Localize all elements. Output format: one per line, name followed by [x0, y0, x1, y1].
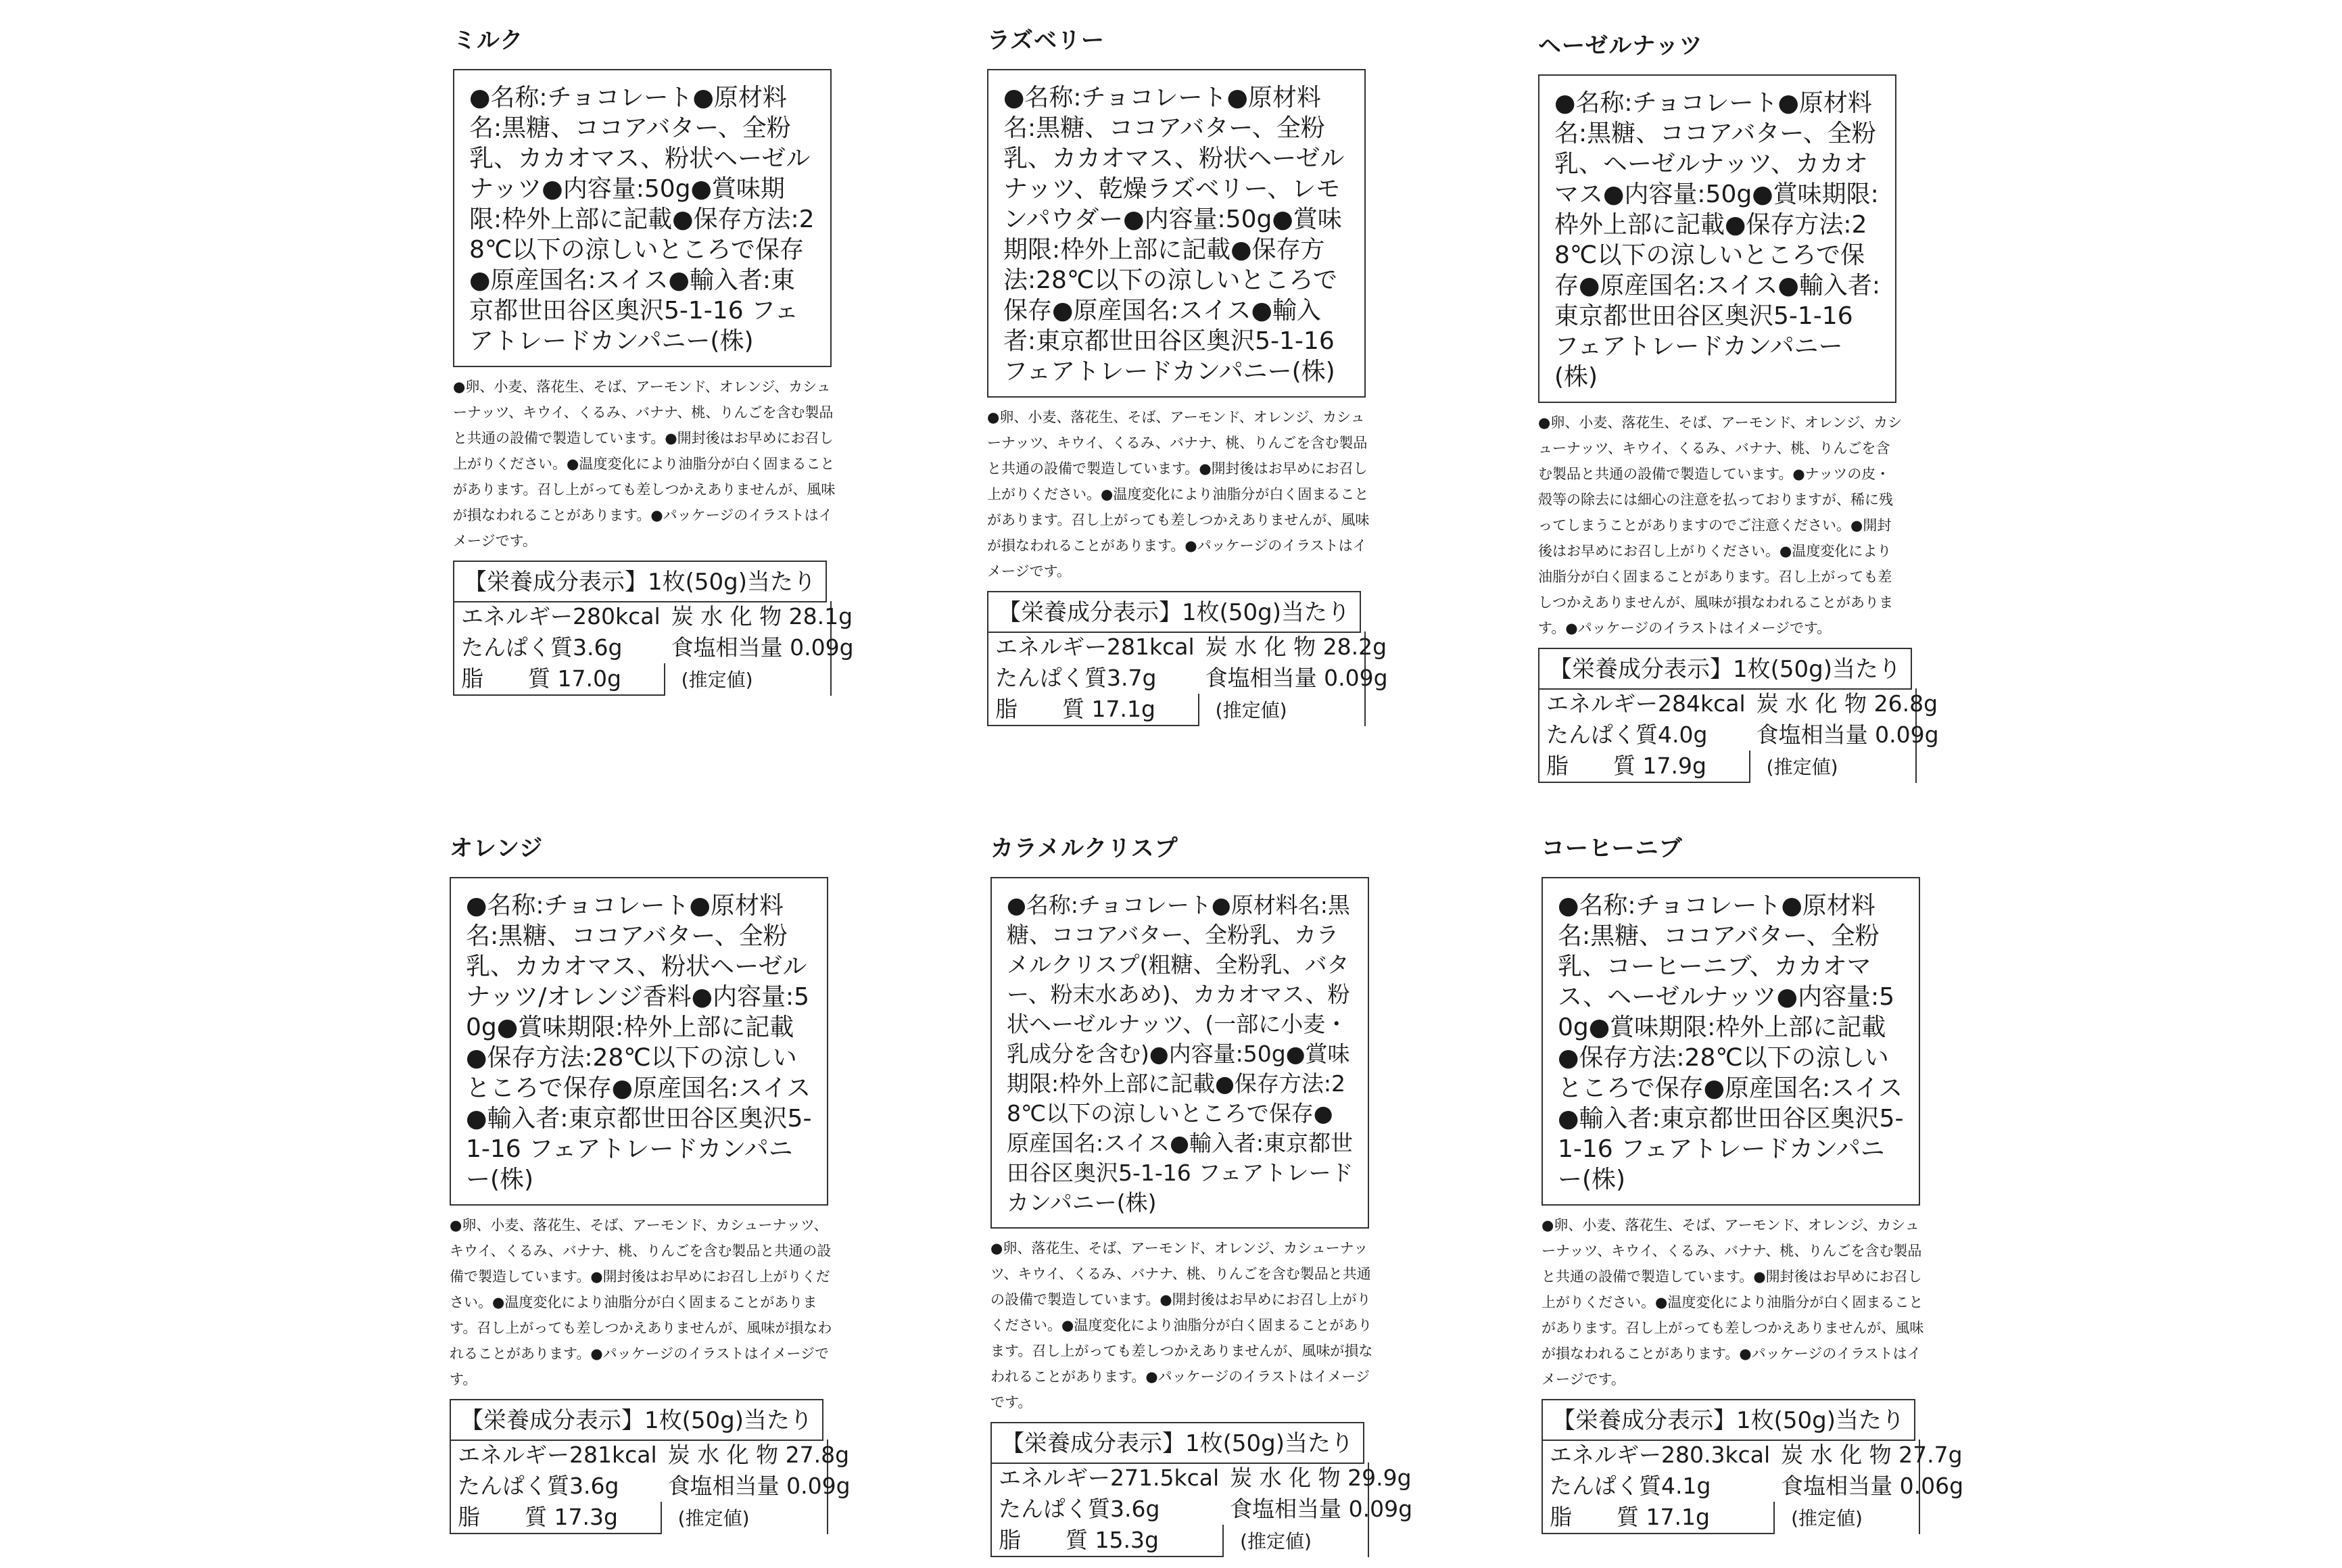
nutrition-body — [450, 1440, 851, 1534]
nutrition-heading: 【栄養成分表示】 — [1549, 656, 1733, 683]
protein-value: 3.7g — [1107, 665, 1157, 691]
salt-label: 食塩相当量 — [671, 634, 783, 661]
energy-row — [1539, 688, 1750, 719]
nutrition-heading: 【栄養成分表示】 — [464, 569, 648, 596]
product-label-hazelnut — [1538, 32, 1939, 794]
energy-row — [992, 1463, 1223, 1494]
product-label-caramel-crisp — [990, 835, 1413, 1568]
carbs-value: 29.9g — [1347, 1465, 1412, 1491]
per-unit: 1枚(50g)当たり — [648, 569, 817, 596]
nutrition-facts — [453, 561, 854, 707]
carbs-value: 27.8g — [785, 1442, 850, 1468]
allergen-notes: ●卵、小麦、落花生、そば、アーモンド、オレンジ、カシューナッツ、キウイ、くるみ、バナナ、桃、りんごを含む製品と共通の設備で製造しています。●開封後はお早めにお召し上がりください。●温度変化により油脂分が白く固まることがあります。召し上がっても差しつかえありませんが、風味が損なわれることがあります。●パッケージのイラストはイメージです。 — [987, 409, 1370, 579]
ingredients-box: ●名称:チョコレート●原材料名:黒糖、ココアバター、全粉乳、カラメルクリスプ(粗糖、全粉乳、バター、粉末水あめ)、カカオマス、粉状ヘーゼルナッツ、(一部に小麦・乳成分を含む)●内容量:50g●賞味期限:枠外上部に記載●保存方法:28℃以下の涼しいところで保存●原産国名:スイス●輸入者:東京都世田谷区奥沢5-1-16 フェアトレードカンパニー(株) — [990, 877, 1369, 1229]
carbs-value: 26.8g — [1873, 690, 1938, 717]
salt-row — [665, 632, 858, 663]
energy-label: エネルギー — [995, 634, 1107, 660]
carbs-label: 炭 水 化 物 — [667, 1442, 779, 1468]
carbs-value: 27.7g — [1898, 1442, 1963, 1468]
energy-value: 280.3kcal — [1661, 1442, 1771, 1468]
salt-row — [661, 1471, 855, 1502]
nutrition-header — [1542, 1399, 1915, 1441]
salt-row — [1223, 1494, 1416, 1525]
protein-row — [988, 663, 1199, 694]
carbs-row — [1750, 688, 1943, 719]
nutrition-body — [1542, 1440, 1964, 1534]
nutrition-heading: 【栄養成分表示】 — [998, 599, 1182, 626]
per-unit: 1枚(50g)当たり — [1733, 656, 1902, 683]
nutrition-header — [453, 561, 827, 602]
estimate-note: (推定値) — [1215, 699, 1287, 721]
salt-value: 0.09g — [786, 1473, 851, 1499]
fat-row — [992, 1525, 1223, 1557]
fat-label: 脂 質 — [461, 665, 550, 692]
product-name: ミルク — [453, 27, 524, 54]
carbs-row — [665, 601, 858, 632]
product-label-coffee-nib — [1542, 835, 1964, 1545]
protein-value: 3.6g — [573, 634, 623, 661]
fat-row — [988, 694, 1199, 726]
fat-row — [451, 1502, 661, 1534]
protein-value: 3.6g — [569, 1473, 619, 1499]
protein-label: たんぱく質 — [999, 1496, 1110, 1522]
nutrition-facts — [1538, 648, 1939, 794]
salt-value: 0.06g — [1899, 1473, 1964, 1499]
salt-row — [1750, 719, 1943, 751]
nutrition-header — [990, 1422, 1364, 1464]
allergen-notes: ●卵、小麦、落花生、そば、アーモンド、オレンジ、カシューナッツ、キウイ、くるみ、バナナ、桃、りんごを含む製品と共通の設備で製造しています。●ナッツの皮・殻等の除去には細心の注意を払っておりますが、稀に残ってしまうことがありますのでご注意ください。●開封後はお早めにお召し上がりください。●温度変化により油脂分が白く固まることがあります。召し上がっても差しつかえありませんが、風味が損なわれることがあります。●パッケージのイラストはイメージです。 — [1538, 414, 1903, 636]
protein-value: 4.0g — [1658, 721, 1708, 748]
product-name: ラズベリー — [987, 27, 1105, 54]
energy-value: 271.5kcal — [1110, 1465, 1220, 1491]
product-name: コーヒーニブ — [1542, 835, 1683, 862]
per-unit: 1枚(50g)当たり — [1736, 1407, 1905, 1434]
nutrition-header — [1538, 648, 1912, 690]
product-name: ヘーゼルナッツ — [1538, 32, 1703, 60]
nutrition-facts — [450, 1399, 851, 1545]
protein-label: たんぱく質 — [1550, 1473, 1661, 1499]
fat-row — [1543, 1502, 1774, 1534]
carbs-label: 炭 水 化 物 — [1781, 1442, 1892, 1468]
ingredients-box: ●名称:チョコレート●原材料名:黒糖、ココアバター、全粉乳、ヘーゼルナッツ、カカオマス●内容量:50g●賞味期限:枠外上部に記載●保存方法:28℃以下の涼しいところで保存●原産国名:スイス●輸入者:東京都世田谷区奥沢5-1-16 フェアトレードカンパニー(株) — [1538, 74, 1896, 403]
protein-label: たんぱく質 — [461, 634, 573, 661]
product-name: カラメルクリスプ — [990, 835, 1178, 862]
product-label-milk — [453, 27, 854, 707]
energy-value: 284kcal — [1658, 690, 1746, 717]
energy-label: エネルギー — [461, 603, 573, 629]
salt-row — [1774, 1471, 1967, 1502]
nutrition-body — [453, 601, 854, 696]
salt-value: 0.09g — [1324, 665, 1388, 691]
nutrition-facts — [987, 591, 1388, 737]
carbs-row — [1774, 1440, 1967, 1471]
salt-value: 0.09g — [1348, 1496, 1413, 1522]
energy-value: 281kcal — [569, 1442, 657, 1468]
carbs-value: 28.1g — [788, 603, 853, 629]
energy-row — [988, 632, 1199, 663]
fat-value: 17.1g — [1091, 696, 1155, 722]
carbs-row — [1223, 1463, 1416, 1494]
protein-value: 3.6g — [1110, 1496, 1160, 1522]
fat-value: 17.1g — [1646, 1504, 1710, 1530]
carbs-row — [1199, 632, 1392, 663]
carbs-label: 炭 水 化 物 — [1756, 690, 1867, 717]
protein-row — [451, 1471, 661, 1502]
energy-row — [454, 601, 665, 632]
allergen-notes: ●卵、小麦、落花生、そば、アーモンド、オレンジ、カシューナッツ、キウイ、くるみ、バナナ、桃、りんごを含む製品と共通の設備で製造しています。●開封後はお早めにお召し上がりください。●温度変化により油脂分が白く固まることがあります。召し上がっても差しつかえありませんが、風味が損なわれることがあります。●パッケージのイラストはイメージです。 — [1542, 1217, 1924, 1387]
carbs-label: 炭 水 化 物 — [1230, 1465, 1341, 1491]
salt-label: 食塩相当量 — [1781, 1473, 1893, 1499]
protein-label: たんぱく質 — [458, 1473, 569, 1499]
allergen-notes: ●卵、小麦、落花生、そば、アーモンド、カシューナッツ、キウイ、くるみ、バナナ、桃、りんごを含む製品と共通の設備で製造しています。●開封後はお早めにお召し上がりください。●温度変化により油脂分が白く固まることがあります。召し上がっても差しつかえありませんが、風味が損なわれることがあります。●パッケージのイラストはイメージです。 — [450, 1217, 832, 1387]
protein-label: たんぱく質 — [995, 665, 1107, 691]
fat-value: 17.3g — [554, 1504, 618, 1530]
fat-label: 脂 質 — [1550, 1504, 1639, 1530]
carbs-label: 炭 水 化 物 — [671, 603, 782, 629]
per-unit: 1枚(50g)当たり — [1185, 1430, 1354, 1457]
salt-label: 食塩相当量 — [1230, 1496, 1342, 1522]
estimate-note: (推定値) — [677, 1507, 750, 1529]
salt-value: 0.09g — [1875, 721, 1939, 748]
allergen-notes: ●卵、落花生、そば、アーモンド、オレンジ、カシューナッツ、キウイ、くるみ、バナナ、桃、りんごを含む製品と共通の設備で製造しています。●開封後はお早めにお召し上がりください。●温度変化により油脂分が白く固まることがあります。召し上がっても差しつかえありませんが、風味が損なわれることがあります。●パッケージのイラストはイメージです。 — [990, 1240, 1373, 1410]
fat-label: 脂 質 — [995, 696, 1084, 722]
salt-row — [1199, 663, 1392, 694]
nutrition-heading: 【栄養成分表示】 — [1552, 1407, 1736, 1434]
salt-label: 食塩相当量 — [1756, 721, 1868, 748]
fat-row — [1539, 751, 1750, 782]
allergen-notes: ●卵、小麦、落花生、そば、アーモンド、オレンジ、カシューナッツ、キウイ、くるみ、バナナ、桃、りんごを含む製品と共通の設備で製造しています。●開封後はお早めにお召し上がりください。●温度変化により油脂分が白く固まることがあります。召し上がっても差しつかえありませんが、風味が損なわれることがあります。●パッケージのイラストはイメージです。 — [453, 379, 836, 549]
energy-label: エネルギー — [458, 1442, 569, 1468]
fat-value: 15.3g — [1095, 1527, 1159, 1553]
ingredients-box: ●名称:チョコレート●原材料名:黒糖、ココアバター、全粉乳、カカオマス、粉状ヘーゼルナッツ/オレンジ香料●内容量:50g●賞味期限:枠外上部に記載●保存方法:28℃以下の涼しいところで保存●原産国名:スイス●輸入者:東京都世田谷区奥沢5-1-16 フェアトレードカンパニー(株) — [450, 877, 828, 1206]
estimate-note: (推定値) — [1791, 1507, 1863, 1529]
nutrition-facts — [1542, 1399, 1964, 1545]
product-label-orange — [450, 835, 851, 1545]
protein-row — [454, 632, 665, 663]
estimate-note: (推定値) — [1766, 756, 1838, 778]
product-label-raspberry — [987, 27, 1388, 737]
carbs-value: 28.2g — [1322, 634, 1387, 660]
nutrition-body — [1538, 688, 1939, 783]
salt-label: 食塩相当量 — [667, 1473, 780, 1499]
energy-row — [1543, 1440, 1774, 1471]
energy-label: エネルギー — [1550, 1442, 1661, 1468]
nutrition-body — [987, 632, 1388, 726]
fat-label: 脂 質 — [1546, 753, 1635, 779]
nutrition-heading: 【栄養成分表示】 — [1001, 1430, 1185, 1457]
carbs-label: 炭 水 化 物 — [1205, 634, 1316, 660]
salt-label: 食塩相当量 — [1205, 665, 1317, 691]
per-unit: 1枚(50g)当たり — [644, 1407, 813, 1434]
protein-label: たんぱく質 — [1546, 721, 1658, 748]
estimate-note: (推定値) — [1240, 1530, 1312, 1552]
energy-label: エネルギー — [999, 1465, 1110, 1491]
ingredients-box: ●名称:チョコレート●原材料名:黒糖、ココアバター、全粉乳、カカオマス、粉状ヘーゼルナッツ●内容量:50g●賞味期限:枠外上部に記載●保存方法:28℃以下の涼しいところで保存●原産国名:スイス●輸入者:東京都世田谷区奥沢5-1-16 フェアトレードカンパニー(株) — [453, 69, 832, 367]
fat-label: 脂 質 — [999, 1527, 1088, 1553]
ingredients-box: ●名称:チョコレート●原材料名:黒糖、ココアバター、全粉乳、コーヒーニブ、カカオマス、ヘーゼルナッツ●内容量:50g●賞味期限:枠外上部に記載●保存方法:28℃以下の涼しいところで保存●原産国名:スイス●輸入者:東京都世田谷区奥沢5-1-16 フェアトレードカンパニー(株) — [1542, 877, 1920, 1206]
estimate-note: (推定値) — [681, 669, 753, 691]
fat-row — [454, 663, 665, 695]
protein-row — [1539, 719, 1750, 751]
nutrition-header — [450, 1399, 823, 1441]
protein-row — [1543, 1471, 1774, 1502]
energy-value: 280kcal — [573, 603, 661, 629]
nutrition-body — [990, 1463, 1413, 1557]
energy-value: 281kcal — [1107, 634, 1195, 660]
energy-label: エネルギー — [1546, 690, 1658, 717]
nutrition-heading: 【栄養成分表示】 — [460, 1407, 644, 1434]
protein-row — [992, 1494, 1223, 1525]
fat-label: 脂 質 — [458, 1504, 547, 1530]
energy-row — [451, 1440, 661, 1471]
protein-value: 4.1g — [1661, 1473, 1711, 1499]
nutrition-header — [987, 591, 1361, 633]
salt-value: 0.09g — [790, 634, 854, 661]
ingredients-box: ●名称:チョコレート●原材料名:黒糖、ココアバター、全粉乳、カカオマス、粉状ヘーゼルナッツ、乾燥ラズベリー、レモンパウダー●内容量:50g●賞味期限:枠外上部に記載●保存方法:28℃以下の涼しいところで保存●原産国名:スイス●輸入者:東京都世田谷区奥沢5-1-16 フェアトレードカンパニー(株) — [987, 69, 1366, 398]
fat-value: 17.9g — [1642, 753, 1706, 779]
carbs-row — [661, 1440, 855, 1471]
product-name: オレンジ — [450, 835, 544, 862]
fat-value: 17.0g — [557, 665, 621, 692]
nutrition-facts — [990, 1422, 1413, 1568]
per-unit: 1枚(50g)当たり — [1182, 599, 1351, 626]
